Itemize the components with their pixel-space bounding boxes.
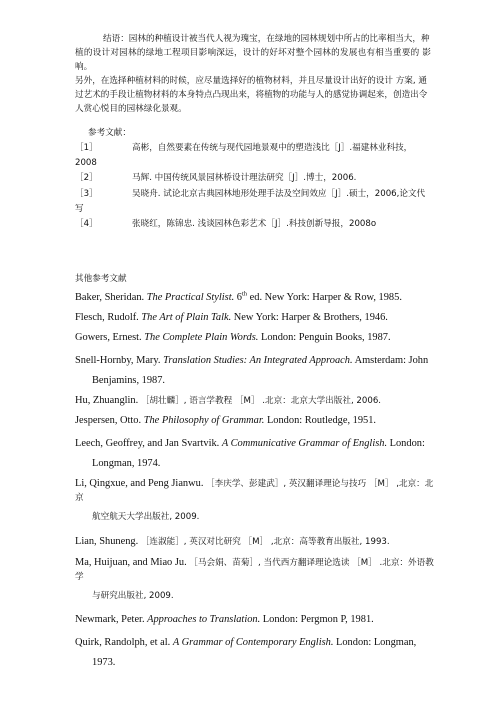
bib-entry-quirk xyxy=(75,633,416,673)
bib-author: Quirk, Randolph, et al. xyxy=(75,637,173,648)
bib-title: Approaches to Translation. xyxy=(147,614,261,625)
bib-title: The Art of Plain Talk. xyxy=(141,312,232,323)
bib-continuation: 京 xyxy=(75,493,84,503)
other-references-heading: 其他参考文献 xyxy=(75,274,127,284)
bib-chinese-citation: ［胡壮麟］, 语言学教程 ［M］ .北京：北京大学出版社, 2006. xyxy=(140,396,382,406)
bib-author: Baker, Sheridan. xyxy=(75,292,147,303)
bib-publisher: New York: Harper & Brothers, 1946. xyxy=(231,312,388,323)
bib-publisher: ed. New York: Harper & Row, 1985. xyxy=(247,292,402,303)
reference-continuation: 写 xyxy=(75,204,84,214)
bib-entry-jespersen xyxy=(75,414,376,428)
conclusion-line: 结语：园林的种植设计被当代人视为瑰宝，在绿地的园林规划中所占的比率相当大，种 xyxy=(103,34,430,44)
conclusion-line: 人赏心悦目的园林绿化景观。 xyxy=(75,104,187,114)
reference-number: ［2］ xyxy=(75,173,98,183)
reference-continuation: 2008 xyxy=(75,158,97,168)
bib-author: Li, Qingxue, and Peng Jianwu. xyxy=(75,478,207,489)
bib-continuation: 1973. xyxy=(92,657,116,668)
bib-publisher: London: Pergmon P, 1981. xyxy=(260,614,374,625)
bib-edition-suffix: th xyxy=(241,290,248,298)
bib-author: Leech, Geoffrey, and Jan Svartvik. xyxy=(75,438,222,449)
conclusion-line: 过艺术的手段让植物材料的本身特点凸现出来，将植物的功能与人的感觉协调起来，创造出令 xyxy=(75,90,428,100)
bib-entry-hu xyxy=(75,394,381,408)
bib-entry-baker xyxy=(75,291,402,305)
bib-entry-snell xyxy=(75,351,428,391)
bib-entry-flesch xyxy=(75,311,388,325)
reference-number: ［1］ xyxy=(75,143,98,153)
conclusion-paragraph xyxy=(75,32,431,116)
bib-title: The Practical Stylist. xyxy=(146,292,235,303)
conclusion-line: 另外，在选择种植材料的时候，应尽量选择好的植物材料，并且尽量设计出好的设计 方案, 通 xyxy=(75,76,427,86)
bib-continuation: 与研究出版社, 2009. xyxy=(92,591,174,601)
bib-publisher: London: Penguin Books, 1987. xyxy=(258,332,391,343)
bib-entry-leech xyxy=(75,434,425,474)
bib-entry-li xyxy=(75,477,433,524)
bib-author: Gowers, Ernest. xyxy=(75,332,145,343)
bib-title: The Philosophy of Grammar. xyxy=(143,415,265,426)
bib-author: Ma, Huijuan, and Miao Ju. xyxy=(75,557,190,568)
bib-title: A Grammar of Contemporary English. xyxy=(172,637,334,648)
bib-continuation: Benjamins, 1987. xyxy=(92,375,166,386)
bib-author: Newmark, Peter. xyxy=(75,614,148,625)
bib-entry-ma xyxy=(75,556,434,603)
bib-entry-lian xyxy=(75,535,390,549)
bib-publisher: London: xyxy=(387,438,425,449)
bib-publisher: London: Routledge, 1951. xyxy=(264,415,377,426)
bib-publisher: London: Longman, xyxy=(333,637,417,648)
references-heading: 参考文献： xyxy=(88,128,131,138)
bib-title: Translation Studies: An Integrated Approach. xyxy=(163,355,353,366)
bib-entry-gowers xyxy=(75,331,391,345)
bib-author: Lian, Shuneng. xyxy=(75,536,141,547)
bib-publisher: Amsterdam: John xyxy=(352,355,429,366)
bib-entry-newmark xyxy=(75,613,374,627)
bib-chinese-citation: ［连淑能］, 英汉对比研究 ［M］ ,北京：高等教育出版社, 1993. xyxy=(140,537,390,547)
conclusion-line: 植的设计对园林的绿地工程项目影响深远，设计的好坏对整个园林的发展也有相当重要的 影响。 xyxy=(75,48,431,72)
bib-author: Hu, Zhuanglin. xyxy=(75,395,141,406)
bib-continuation: 航空航天大学出版社, 2009. xyxy=(92,512,200,522)
bib-continuation: Longman, 1974. xyxy=(92,458,161,469)
reference-text: 马辉. 中国传统风景园林桥设计理法研究［J］.博士，2006. xyxy=(132,173,357,183)
reference-text: 高彬，自然要素在传统与现代园地景观中的塑造浅比［J］.福建林业科技， xyxy=(132,143,413,153)
reference-number: ［3］ xyxy=(75,189,98,199)
bib-author: Flesch, Rudolf. xyxy=(75,312,142,323)
bib-edition: 6 xyxy=(234,292,242,303)
bib-author: Jespersen, Otto. xyxy=(75,415,144,426)
bib-chinese-citation: ［李庆学、彭建武］, 英汉翻译理论与技巧 ［M］ ,北京：北 xyxy=(206,479,434,489)
bib-title: The Complete Plain Words. xyxy=(144,332,259,343)
bib-chinese-citation: ［马会娟、苗菊］, 当代西方翻译理论选读 ［M］ .北京：外语教 xyxy=(189,558,434,568)
bib-author: Snell-Hornby, Mary. xyxy=(75,355,164,366)
reference-number: ［4］ xyxy=(75,219,98,229)
bib-title: A Communicative Grammar of English. xyxy=(221,438,388,449)
reference-text: 张晓红，陈锦忠. 浅谈园林色彩艺术［J］.科技创新导报，2008o xyxy=(132,219,377,229)
reference-text: 吴晓舟. 试论北京古典园林地形处理手法及空间效应［J］.硕士，2006,论文代 xyxy=(132,189,426,199)
bib-continuation: 学 xyxy=(75,572,84,582)
